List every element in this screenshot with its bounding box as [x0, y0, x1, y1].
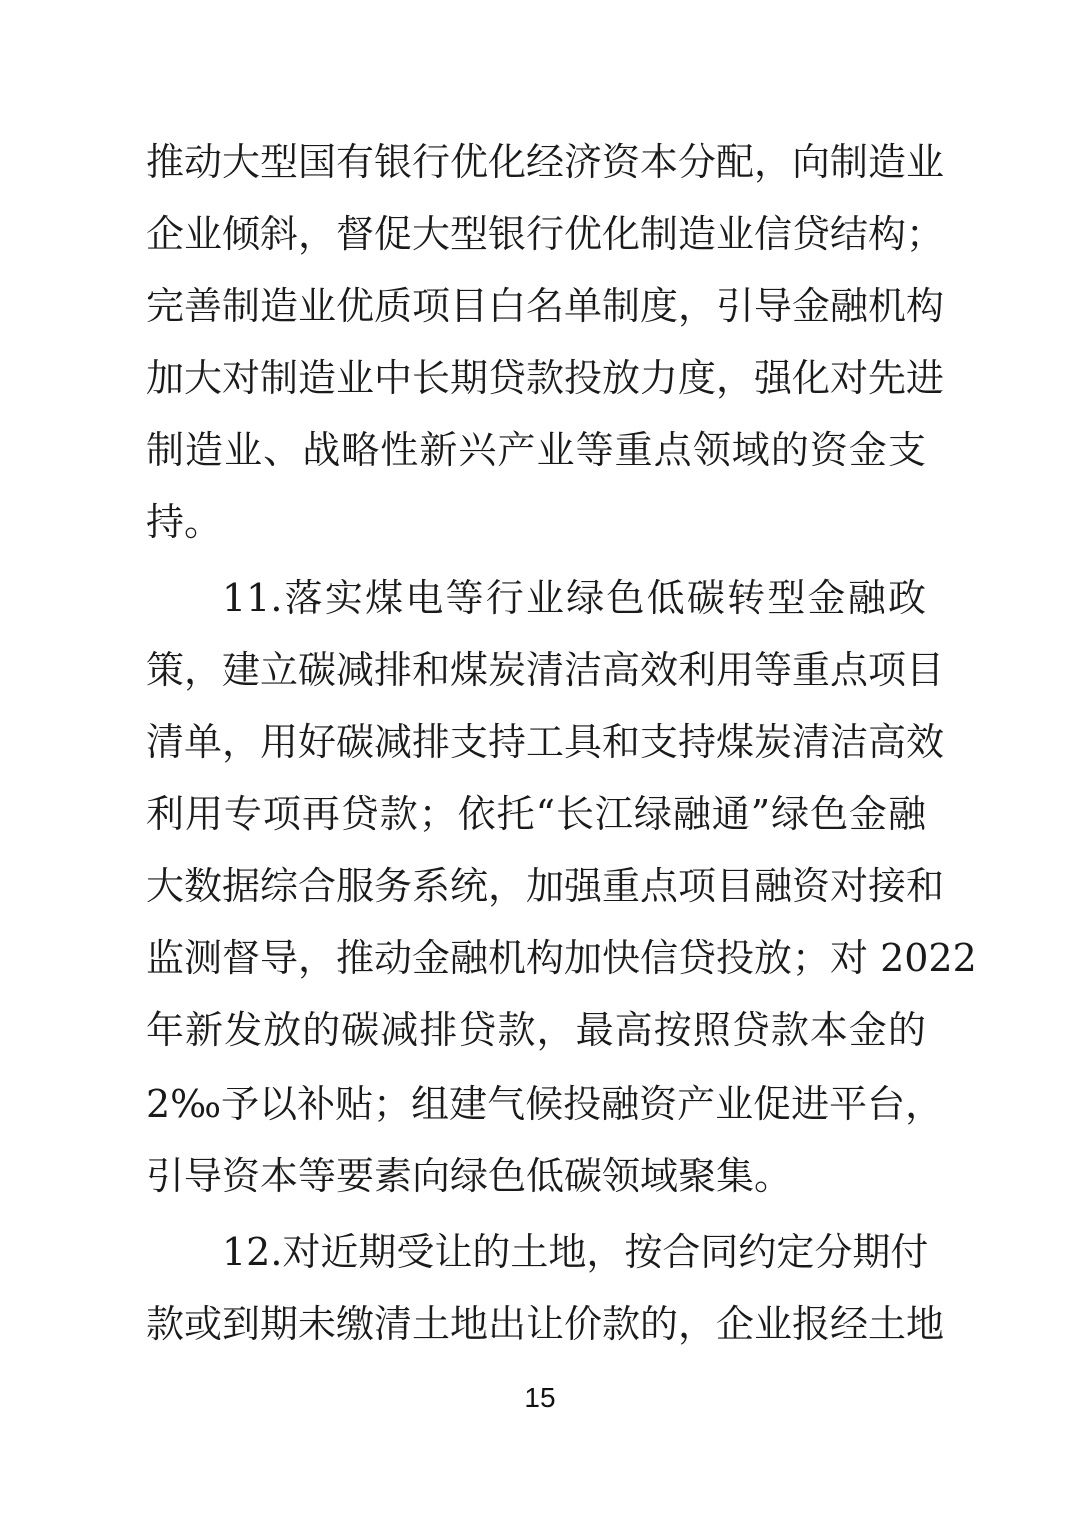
text-line: 企业倾斜，督促大型银行优化制造业信贷结构； [146, 212, 945, 256]
text-line: 清单，用好碳减排支持工具和支持煤炭清洁高效 [146, 720, 945, 764]
text-line: 制造业、战略性新兴产业等重点领域的资金支 [146, 428, 926, 472]
text-line: 策，建立碳减排和煤炭清洁高效利用等重点项目 [146, 648, 945, 692]
page-number: 15 [524, 1382, 556, 1413]
text-line: 完善制造业优质项目白名单制度，引导金融机构 [146, 284, 945, 328]
text-line: 引导资本等要素向绿色低碳领域聚集。 [146, 1154, 793, 1198]
text-line: 年新发放的碳减排贷款，最高按照贷款本金的 [146, 1008, 926, 1052]
text-line: 款或到期未缴清土地出让价款的，企业报经土地 [146, 1302, 945, 1346]
text-line: 2‰予以补贴；组建气候投融资产业促进平台， [146, 1082, 944, 1126]
text-line: 加大对制造业中长期贷款投放力度，强化对先进 [146, 356, 945, 400]
text-line: 大数据综合服务系统，加强重点项目融资对接和 [146, 864, 945, 908]
text-line: 利用专项再贷款；依托“长江绿融通”绿色金融 [146, 792, 926, 836]
text-line: 持。 [146, 500, 223, 544]
text-line: 监测督导，推动金融机构加快信贷投放；对 2022 [146, 936, 977, 980]
paragraph-11-first-line: 11.落实煤电等行业绿色低碳转型金融政 [222, 576, 926, 620]
text-line: 推动大型国有银行优化经济资本分配，向制造业 [146, 140, 945, 184]
paragraph-12-first-line: 12.对近期受让的土地，按合同约定分期付 [222, 1230, 929, 1274]
